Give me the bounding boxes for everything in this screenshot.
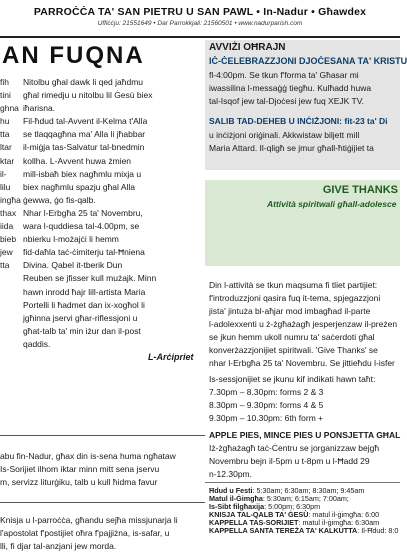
- give-thanks-line: nhar l-Erbgħa 25 ta' Novembru. Se jittieħdu l-isfer: [209, 358, 395, 368]
- article-line: iħarisna.: [23, 103, 56, 114]
- strip-line: ingħa: [0, 194, 21, 205]
- schedule-times: : 5:00pm; 6:30pm: [264, 502, 321, 511]
- article-line: Nitolbu għal dawk li qed jaħdmu: [23, 77, 144, 87]
- article-line: kollha. L-Avvent huwa żmien: [23, 155, 132, 166]
- schedule-label: KAPPELLA SANTA TEREŻA TA' KALKUTTA: [209, 526, 358, 535]
- contact-info: Uffiċċju: 21551649 • Dar Parrokkjali: 21560501 • www.nadurparish.com: [97, 20, 303, 27]
- paragraph-line: lli, fi djar tal-anzjani jew morda.: [0, 541, 117, 551]
- schedule-times: : matul il-ġimgħa: 6:00: [308, 510, 380, 519]
- schedule-times: : Il-Ħdud: 8:0: [357, 526, 399, 535]
- mass-schedule: [205, 482, 400, 533]
- strip-line: hu: [0, 116, 10, 127]
- section-divider: [0, 435, 205, 436]
- right-column: [205, 40, 407, 535]
- article-body: [23, 76, 205, 351]
- article-line: Portelli li ħadmet dan ix-xogħol li: [23, 299, 145, 310]
- pies-line: Novembru bejn il-5pm u t-8pm u l-Ħadd 29: [209, 456, 370, 466]
- notices-heading: AVVIŻI OĦRAJN: [209, 42, 286, 53]
- mission-paragraph: [0, 514, 178, 553]
- article-line: qaddis.: [23, 338, 51, 349]
- signature: L-Arċipriet: [148, 352, 194, 362]
- schedule-label: KNISJA TAL-QALB TA' ĠESÙ: [209, 510, 309, 519]
- schedule-label: Ħdud u Festi: [209, 486, 253, 495]
- article-line: mill-isbaħ biex nagħmlu mixja u: [23, 168, 142, 179]
- schedule-label: Matul il-Ġimgħa: [209, 494, 263, 503]
- pies-line: Iż-żgħażagħ taċ-Ċentru se jorganizzaw bejgħ: [209, 443, 380, 453]
- strip-line: il-: [0, 168, 7, 179]
- article-line: biex nagħmlu spazju għal Alla: [23, 181, 135, 192]
- schedule-row: [209, 526, 398, 535]
- article-line: jgħinna jservi għar-riflessjoni u: [23, 312, 138, 323]
- strip-line: tta: [0, 129, 10, 140]
- schedule-times: : matul il-ġimgħa: 6:30am: [298, 518, 380, 527]
- give-thanks-line: konverżazzjonijiet spiritwali. 'Give Thanks' se: [209, 345, 378, 355]
- masthead: [0, 0, 400, 40]
- article-line: nbierku l-możajċi li hemm: [23, 234, 119, 245]
- paragraph-line: l'apostolat f'postijiet oħra f'pajjiżna, is-safar, u: [0, 528, 170, 538]
- pies-heading: APPLE PIES, MINCE PIES U PONSJETTA GĦAL: [209, 430, 401, 440]
- article-line: għat-talb ta' min iżur dan il-post: [23, 325, 141, 336]
- notice-line: iwassilina l-messaġġ tiegħu. Kulħadd huwa: [209, 83, 372, 93]
- strip-line: ghna: [0, 103, 19, 114]
- article-line: għal rimedju u nitolbu lil Ġesù biex: [23, 90, 153, 101]
- schedule-label: Is-Sibt filgħaxija: [209, 502, 265, 511]
- article-line: Divina. Qabel it-tberik Dun: [23, 260, 123, 271]
- give-thanks-title: GIVE THANKS: [322, 184, 398, 196]
- strip-line: lilu: [0, 181, 11, 192]
- article-line: Fil-ħdud tal-Avvent il-Kelma t'Alla: [23, 116, 148, 127]
- strip-line: ktar: [0, 155, 15, 166]
- paragraph-line: m, servizz liturġiku, talb u kull ħidma favur: [0, 477, 158, 487]
- article-line: ġewwa, ġo fis-qalb.: [23, 194, 96, 205]
- notice-line: tal-Isqof jew tal-Djoċesi jew fuq XEJK TV.: [209, 96, 364, 106]
- notice-line: Maria Attard. Il-qligħ se jmur għall-ħtiġijiet ta: [209, 143, 374, 153]
- article-heading: AN FUQNA: [2, 42, 145, 69]
- paragraph-line: Is-Sorijiet ilhom iktar minn mitt sena jservu: [0, 464, 160, 474]
- session-slot: 8.30pm – 9.30pm: forms 4 & 5: [209, 400, 324, 410]
- give-thanks-box: [205, 180, 400, 266]
- left-column: [0, 40, 205, 551]
- give-thanks-line: l-adolexxenti u ż-żgħażagħ jesperjenzaw il-preżen: [209, 319, 398, 329]
- give-thanks-subtitle: Attività spiritwali għall-adolesce: [267, 199, 397, 209]
- article-line: se tlaqqagħna ma' Alla li jħabbar: [23, 129, 146, 140]
- strip-line: fih: [0, 77, 9, 87]
- notice-line: fl-4:00pm. Se tkun f'forma ta' Għasar mi: [209, 70, 359, 80]
- strip-line: ltar: [0, 142, 12, 153]
- strip-line: bieb: [0, 234, 17, 245]
- article-line: hawn inrodd ħajr lill-artista Maria: [23, 286, 146, 297]
- sessions-intro: Is-sessjonijiet se jkunu kif indikati hawn taħt:: [209, 374, 376, 384]
- paragraph-line: Knisja u l-parroċċa, għandu sejħa missjunarja li: [0, 515, 178, 525]
- article-line: il-miġja tas-Salvatur tal-bnedmin: [23, 142, 145, 153]
- raffle-heading: SALIB TAD-DEHEB U INĊIŻJONI: fit-23 ta' Di: [209, 116, 388, 126]
- schedule-label: KAPPELLA TAS-SORIJIET: [209, 518, 299, 527]
- strip-line: tta: [0, 260, 10, 271]
- parish-title: PARROĊĊA TA' SAN PIETRU U SAN PAWL • In-Nadur • Għawdex: [33, 6, 367, 18]
- give-thanks-line: se jkun hemm ukoll numru ta' saċerdoti għal: [209, 332, 375, 342]
- cropped-text-strip: [0, 76, 20, 276]
- schedule-times: : 5:30am; 6:30am; 8:30am; 9:45am: [252, 486, 365, 495]
- give-thanks-line: jista' jintuża bl-aħjar mod imbagħad il-parte: [209, 306, 371, 316]
- article-line: Nhar l-Erbgħa 25 ta' Novembru,: [23, 207, 143, 218]
- strip-line: jew: [0, 247, 13, 258]
- article-line: Reuben se jfisser kull mużajk. Minn: [23, 273, 157, 284]
- celebration-heading: IĊ-ĊELEBRAZZJONI DJOĊESANA TA' KRISTU: [209, 56, 407, 66]
- pies-line: n-12.30pm.: [209, 469, 252, 479]
- session-slot: 7.30pm – 8.30pm: forms 2 & 3: [209, 387, 324, 397]
- strip-line: iida: [0, 221, 14, 232]
- session-slot: 9.30pm – 10.30pm: 6th form +: [209, 413, 324, 423]
- notice-line: u inċiżjoni oriġinali. Akkwistaw biljett mill: [209, 130, 360, 140]
- nuns-paragraph: [0, 450, 176, 489]
- masthead-rule: [0, 36, 400, 38]
- strip-line: thax: [0, 207, 17, 218]
- notices-box: [205, 40, 407, 170]
- give-thanks-line: f'introduzzjoni qasira fuq it-tema, spjegazzjoni: [209, 293, 381, 303]
- paragraph-line: abu fin-Nadur, għax din is-sena huma ngħataw: [0, 451, 176, 461]
- schedule-times: : 5:30am; 6:15am; 7:00am;: [262, 494, 349, 503]
- strip-line: tini: [0, 90, 11, 101]
- section-divider: [0, 502, 205, 503]
- give-thanks-line: Din l-attività se tkun maqsuma fi tliet partijiet:: [209, 280, 378, 290]
- article-line: wara l-quddiesa tal-4.00pm, se: [23, 221, 140, 232]
- article-line: fid-daħla taċ-ċimiterju tal-Ħniena: [23, 247, 145, 258]
